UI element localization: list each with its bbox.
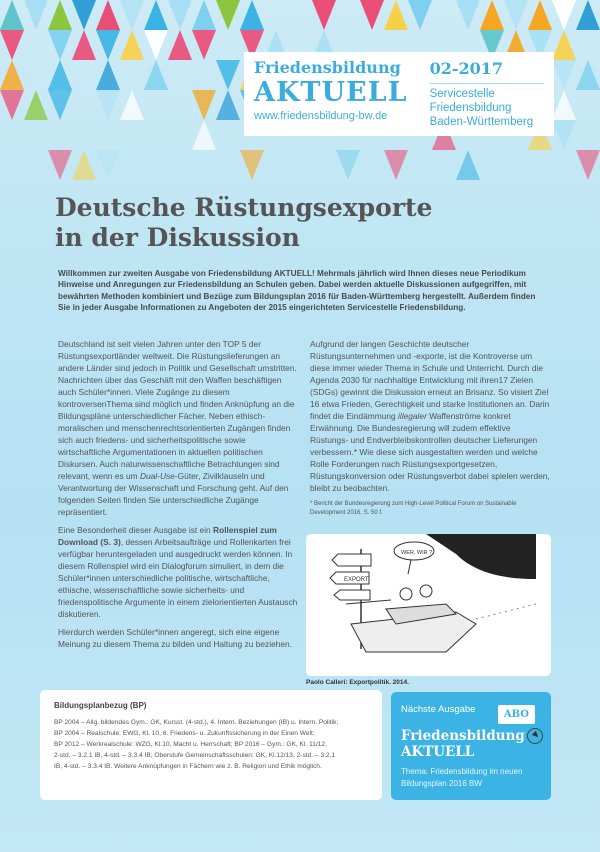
decor-triangle — [120, 90, 144, 120]
decor-triangle — [552, 30, 576, 60]
decor-triangle — [240, 0, 264, 30]
decor-triangle — [168, 0, 192, 30]
decor-triangle — [0, 60, 24, 90]
decor-triangle — [456, 0, 480, 30]
masthead-url[interactable]: www.friedensbildung-bw.de — [254, 110, 388, 122]
org-line-1: Servicestelle — [429, 88, 495, 100]
headline-line-2: in der Diskussion — [55, 223, 300, 252]
decor-triangle — [192, 90, 216, 120]
decor-triangle — [552, 120, 576, 150]
text: Waffenströme konkret Erwähnung. Die Bundesregierung will zudem effektive Rüstungs- und Endverbleibskontrollen deutscher Lieferungen verbessern.* Wie diese sich ausgestalten werden und welche Rolle Forderungen nach Rüstungsexportgesetzen, Rüstungskonversion oder Rüstungsverbot dabei spielen werden, bleibt zu beobachten. — [310, 411, 550, 493]
next-issue-topic: Thema: Friedensbildung im neuen Bildungsplan 2016 BW — [401, 767, 523, 788]
text: Deutschland ist seit vielen Jahren unter den TOP 5 der Rüstungsexportländer weltweit. Die Rüstungslieferungen an andere Länder sind jedoch in Politik und Gesellschaft umstritten. Nachrichten über das Geschäft mit den Waffen beschäftigen auch Schüler*innen. Viele Zugänge zu diesem kontroversenThema sind möglich und finden Anknüpfung an die Bildungspläne unterschiedlicher Fächer. Neben ethisch-moralischen und menschenrechtsorientierten Zugängen finden sich auch friedens- und sicherheitspolitische sowie wirtschaftliche Argumentationen in aktuellen politischen Diskursen. Auch naturwissenschaftliche Betrachtungen sind relevant, wenn es um — [58, 339, 297, 481]
roleplay-highlight: Rollenspiel zum Download (S. 3) — [58, 525, 277, 547]
decor-triangle — [48, 0, 72, 30]
next-issue-title — [401, 728, 541, 760]
column-right — [310, 338, 550, 518]
cartoon-credit: Paolo Calleri: Exportpolitik. 2014. — [306, 679, 409, 686]
decor-triangle — [144, 60, 168, 90]
decor-triangle — [0, 30, 24, 60]
text: Aufgrund der langen Geschichte deutscher Rüstungsunternehmen und -exporte, ist die Kontroverse um diese immer wieder Thema in Schule und Unterricht. Durch die Agenda 2030 für nachhaltige Entwicklung mit ihren17 Zielen (SDGs) gewinnt die Diskussion erneut an Brisanz. So visiert Ziel 16 etwa Frieden, Gerechtigkeit und starke Institutionen an. Darin findet die Eindämmung — [310, 339, 550, 421]
next-title-1: Friedensbildung — [401, 728, 525, 744]
decor-triangle — [144, 0, 168, 30]
decor-triangle — [144, 30, 168, 60]
next-title-2: AKTUELL — [401, 744, 475, 760]
decor-triangle — [504, 0, 528, 30]
decor-triangle — [120, 30, 144, 60]
decor-triangle — [480, 0, 504, 30]
decor-triangle — [24, 90, 48, 120]
decor-triangle — [456, 150, 480, 180]
decor-triangle — [384, 0, 408, 30]
decor-triangle — [576, 0, 600, 30]
masthead-title: Friedensbildung — [254, 58, 401, 77]
decor-triangle — [96, 0, 120, 30]
decor-triangle — [216, 90, 240, 120]
decor-triangle — [24, 0, 48, 30]
column-left — [58, 338, 298, 656]
text: -Güter, Zivilklauseln und Verantwortung der Wissenschaft und Forschung geht. Auf den folgenden Seiten finden Sie unterschiedliche Zugänge repräsentiert. — [58, 471, 289, 517]
bp-line: BP 2004 – Allg. bildendes Gym.: GK, Kursst. (4-std.), 4. Intern. Beziehungen (IB) u. Intern. Politik; — [54, 719, 339, 726]
headline-line-1: Deutsche Rüstungsexporte — [55, 193, 433, 222]
decor-triangle — [72, 0, 96, 30]
decor-triangle — [96, 30, 120, 60]
cartoon-image — [306, 534, 551, 676]
bp-line: 2-std. – 3.2.1 IB, 4-std. – 3.3.4 IB; Oberstufe Gemeinschaftsschulen: GK, Kl.12/13, 2-std. – 3.2.1 — [54, 752, 336, 759]
decor-triangle — [0, 0, 24, 30]
decor-triangle — [360, 0, 384, 30]
bp-line: BP 2004 – Realschule: EWG, Kl. 10, 6. Friedens- u. Zukunftssicherung in der Einen Welt; — [54, 730, 315, 737]
decor-triangle — [192, 30, 216, 60]
decor-triangle — [216, 0, 240, 30]
decor-triangle — [48, 90, 72, 120]
bildungsplan-box — [40, 690, 382, 800]
paragraph — [58, 338, 298, 518]
decor-triangle — [216, 60, 240, 90]
abo-button[interactable]: ABO — [498, 705, 535, 724]
masthead — [244, 52, 554, 136]
issue-number: 02-2017 — [430, 58, 544, 84]
paragraph — [310, 338, 550, 494]
masthead-aktuell: AKTUELL — [254, 77, 408, 108]
bp-line: IB, 4-std. – 3.3.4 IB. Weitere Anknüpfungen in Fächern wie z. B. Religion und Ethik möglich. — [54, 763, 322, 770]
decor-triangle — [576, 60, 600, 90]
decor-triangle — [96, 90, 120, 120]
decor-triangle — [168, 30, 192, 60]
bildungsplan-title: Bildungsplanbezug (BP) — [54, 701, 147, 710]
dark-sky — [426, 534, 536, 579]
decor-triangle — [552, 0, 576, 30]
decor-triangle — [312, 0, 336, 30]
intro-text: Willkommen zur zweiten Ausgabe von Friedensbildung AKTUELL! Mehrmals jährlich wird Ihnen dieses neue Periodikum Hinweise und Anregungen zur Friedensbildung an Schulen geben. Dabei werden aktuelle Diskussionen aufgegriffen, mit bewährten Methoden kombiniert und Bezüge zum Bildungsplan 2016 für Baden-Württemberg hergestellt. Außerdem finden Sie in jeder Ausgabe Informationen zu Angeboten der 2015 eingerichteten Servicestelle Friedensbildung. — [58, 269, 536, 312]
text-italic: illegaler — [398, 411, 427, 421]
decor-triangle — [576, 150, 600, 180]
text-italic: Dual-Use — [139, 471, 175, 481]
decor-triangle — [72, 30, 96, 60]
decor-triangle — [48, 60, 72, 90]
paragraph — [58, 524, 298, 620]
decor-triangle — [552, 60, 576, 90]
decor-triangle — [192, 120, 216, 150]
paragraph: Hierdurch werden Schüler*innen angeregt, sich eine eigene Meinung zu diesem Thema zu bilden und Haltung zu beziehen. — [58, 627, 293, 649]
footnote: * Bericht der Bundesregierung zum High-Level Political Forum on Sustainable Development 2016, S. 50 f. — [310, 501, 517, 516]
decor-triangle — [552, 90, 576, 120]
decor-triangle — [120, 0, 144, 30]
bp-line: BP 2012 – Werkrealschule: WZG, Kl.10, Macht u. Herrschaft; BP 2016 – Gym.: GK, Kl. 11/12, — [54, 741, 327, 748]
next-issue-box — [391, 692, 551, 800]
headline — [55, 193, 432, 253]
decor-triangle — [528, 0, 552, 30]
signpost-text: EXPORT — [344, 577, 369, 583]
decor-triangle — [96, 60, 120, 90]
org-line-2: Friedensbildung — [429, 102, 512, 114]
decor-triangle — [384, 150, 408, 180]
decor-triangle — [408, 0, 432, 30]
cursor-icon — [527, 728, 543, 744]
org-line-3: Baden-Württemberg — [429, 116, 534, 128]
next-issue-label: Nächste Ausgabe — [401, 704, 476, 715]
decor-triangle — [48, 150, 72, 180]
decor-triangle — [0, 90, 24, 120]
decor-triangle — [48, 30, 72, 60]
text: , dessen Arbeitsaufträge und Rollenkarten frei verfügbar heruntergeladen und ausgedruckt werden können. In diesem Rollenspiel wird ein Dialogforum simuliert, in dem die Schüler*innen unterschiedliche politische, wirtschaftliche, ethische, wissenschaftliche sowie sicherheits- und friedenspolitische Argumente in einem zielorientierten Austausch diskutieren. — [58, 537, 298, 619]
speech-bubble-text: WER, WIR ? — [401, 550, 433, 556]
text: Eine Besonderheit dieser Ausgabe ist ein — [58, 525, 214, 535]
decor-triangle — [72, 150, 96, 180]
decor-triangle — [240, 150, 264, 180]
decor-triangle — [336, 150, 360, 180]
decor-triangle — [96, 150, 120, 180]
decor-triangle — [192, 0, 216, 30]
